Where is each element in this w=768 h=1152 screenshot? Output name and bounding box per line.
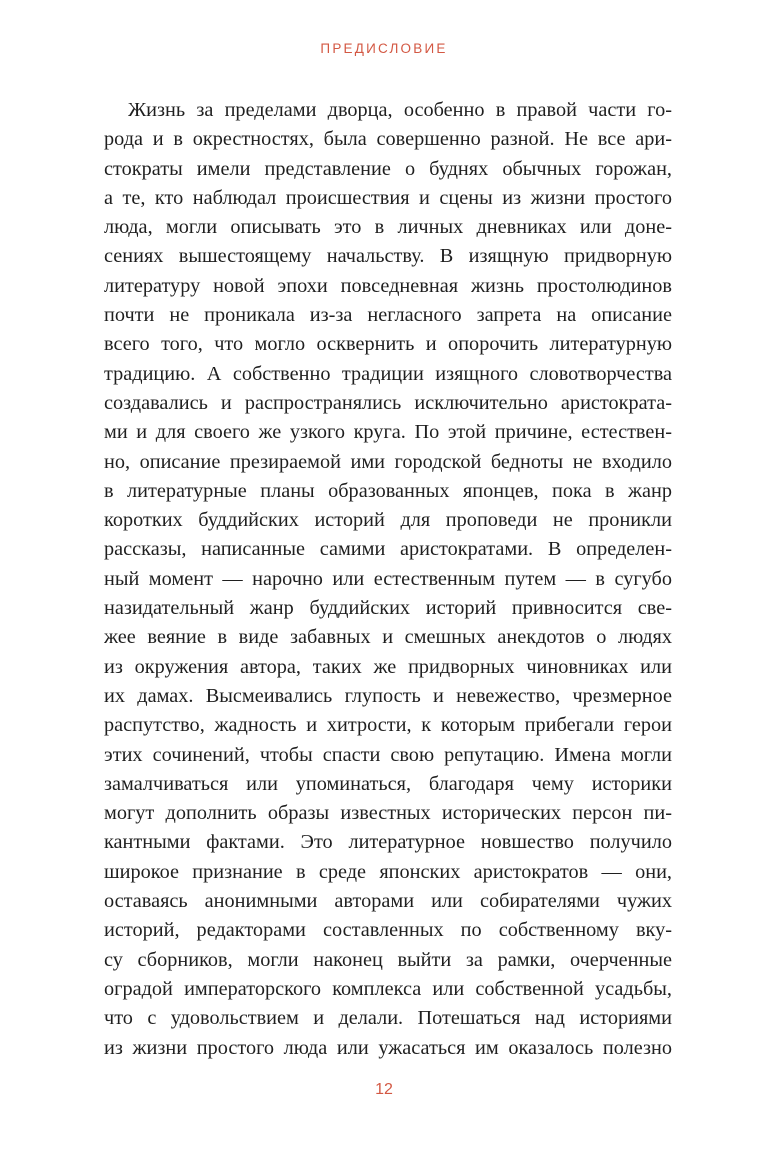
body-text: [104, 96, 672, 1063]
text-line: рассказы, написанные самими аристократами. В определен-: [104, 538, 672, 561]
text-line: ми и для своего же узкого круга. По этой причине, естествен-: [104, 421, 672, 444]
text-line: что с удовольствием и делали. Потешаться над историями: [104, 1007, 672, 1030]
text-line: а те, кто наблюдал происшествия и сцены из жизни простого: [104, 186, 672, 209]
text-line: стократы имели представление о буднях обычных горожан,: [104, 157, 672, 180]
text-line: ный момент — нарочно или естественным путем — в сугубо: [104, 567, 672, 590]
text-line: литературу новой эпохи повседневная жизнь простолюдинов: [104, 274, 672, 297]
text-line: но, описание презираемой ими городской бедноты не входило: [104, 450, 672, 473]
text-line: оставаясь анонимными авторами или собирателями чужих: [104, 890, 672, 913]
text-line: могут дополнить образы известных исторических персон пи-: [104, 802, 672, 825]
text-line: широкое признание в среде японских аристократов — они,: [104, 860, 672, 883]
text-line: создавались и распространялись исключительно аристократа-: [104, 391, 672, 414]
text-line: их дамах. Высмеивались глупость и невежество, чрезмерное: [104, 684, 672, 707]
text-line: жее веяние в виде забавных и смешных анекдотов о людях: [104, 626, 672, 649]
text-line: су сборников, могли наконец выйти за рамки, очерченные: [104, 948, 672, 971]
text-line: в литературные планы образованных японцев, пока в жанр: [104, 479, 672, 502]
text-line: всего того, что могло осквернить и опорочить литературную: [104, 333, 672, 356]
text-line: люда, могли описывать это в личных дневниках или доне-: [104, 216, 672, 239]
text-line: Жизнь за пределами дворца, особенно в правой части го-: [128, 99, 672, 121]
text-line: оградой императорского комплекса или собственной усадьбы,: [104, 977, 672, 1000]
text-line: кантными фактами. Это литературное новшество получило: [104, 831, 672, 854]
running-head: ПРЕДИСЛОВИЕ: [320, 41, 448, 56]
text-line: этих сочинений, чтобы спасти свою репутацию. Имена могли: [104, 743, 672, 766]
text-line: традицию. А собственно традиции изящного словотворчества: [104, 362, 672, 385]
text-line: сениях вышестоящему начальству. В изящную придворную: [104, 245, 672, 268]
text-line: замалчиваться или упоминаться, благодаря чему историки: [104, 772, 672, 795]
text-line: из жизни простого люда или ужасаться им оказалось полезно: [104, 1036, 672, 1059]
text-line: из окружения автора, таких же придворных чиновниках или: [104, 655, 672, 678]
text-line: распутство, жадность и хитрости, к которым прибегали герои: [104, 714, 672, 737]
text-line: коротких буддийских историй для проповеди не проникли: [104, 509, 672, 532]
text-line: назидательный жанр буддийских историй привносится све-: [104, 597, 672, 620]
page-number: 12: [375, 1081, 393, 1098]
text-line: почти не проникала из-за негласного запрета на описание: [104, 304, 672, 327]
text-line: рода и в окрестностях, была совершенно разной. Не все ари-: [104, 128, 672, 151]
text-line: историй, редакторами составленных по собственному вку-: [104, 919, 672, 942]
